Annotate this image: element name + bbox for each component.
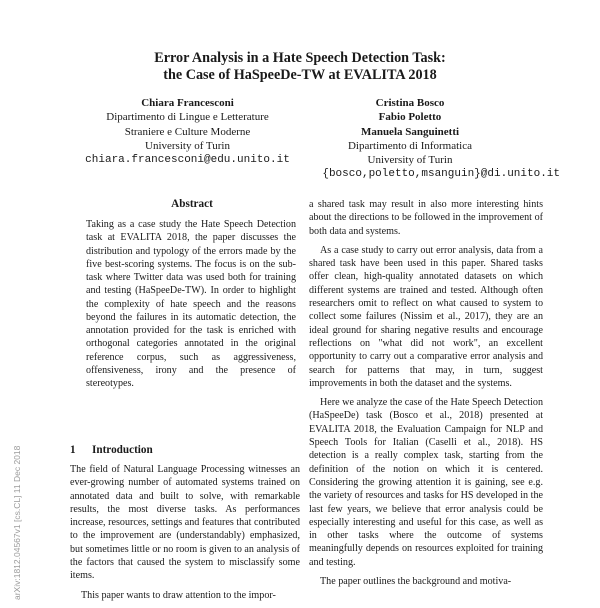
- arxiv-identifier: arXiv:1812.04567v1 [cs.CL] 11 Dec 2018: [12, 445, 22, 600]
- author-name: Manuela Sanguinetti: [360, 125, 460, 138]
- abstract-heading: Abstract: [171, 198, 213, 210]
- author-affiliation: Straniere e Culture Moderne: [124, 125, 251, 138]
- title-line-1: Error Analysis in a Hate Speech Detection Task:: [154, 50, 446, 66]
- section-heading: [70, 444, 300, 456]
- section-title: Introduction: [92, 444, 153, 456]
- author-name: Cristina Bosco: [375, 97, 445, 109]
- paragraph: The paper outlines the background and motiva-: [320, 576, 512, 588]
- author-institution: University of Turin: [367, 154, 453, 167]
- author-institution: University of Turin: [145, 139, 230, 152]
- paper-title: [100, 50, 500, 84]
- paragraph: Here we analyze the case of the Hate Speech Detection (HaSpeeDe) task (Bosco et al., 2018) presented at EVALITA 2018, the Evaluation Campaign for NLP and Speech Tools for Italian (Caselli et al., 2018). HS detection is a really complex task, starting from the definition of the notion on which it is centered. Considering the growing attention it is gaining, see e.g. the variety of resources and tasks for HS developed in the last few years, we believe that error analysis could be especially interesting and useful for this case, as well as in other tasks where the outcome of systems meaningfully depends on resources exploited for training and testing.: [309, 397, 543, 568]
- right-column: [309, 198, 543, 594]
- abstract-text: Taking as a case study the Hate Speech Detection task at EVALITA 2018, the paper discusses the distribution and typology of the errors made by the five best-scoring systems. The focus is on the sub-task where Twitter data was used both for training and testing (HaSpeeDe-TW). In order to highlight the complexity of hate speech and the reasons beyond the failures in its automatic detection, the annotation provided for the task is enriched with orthogonal categories annotated in the original reference corpus, such as aggressiveness, offensiveness, irony and the presence of stereotypes.: [86, 219, 296, 389]
- paragraph: a shared task may result in also more interesting hints about the directions to be followed in the improvement of both data and systems.: [309, 199, 543, 237]
- left-column: [70, 463, 300, 608]
- paragraph: The field of Natural Language Processing witnesses an ever-growing number of automated systems trained on annotated data and built to solve, with remarkable results, the most diverse tasks. As performances increase, resources, settings and features that contributed to the improvement are (understandably) emphasized, but sometimes little or no room is given to an analysis of the factors that caused the system to misclassify some items.: [70, 464, 300, 582]
- author-block-right: [300, 96, 520, 167]
- section-number: 1: [70, 444, 76, 456]
- author-name: Chiara Francesconi: [141, 97, 234, 109]
- author-affiliation: Dipartimento di Lingue e Letterature: [106, 111, 269, 124]
- author-block-left: [70, 96, 305, 167]
- arxiv-side-stamp: [0, 430, 22, 600]
- author-email: chiara.francesconi@edu.unito.it: [85, 154, 290, 167]
- author-email-group: {bosco,poletto,msanguin}@di.unito.it: [322, 168, 560, 180]
- title-line-2: the Case of HaSpeeDe-TW at EVALITA 2018: [163, 67, 437, 83]
- author-affiliation: Dipartimento di Informatica: [347, 139, 472, 152]
- author-name: Fabio Poletto: [378, 111, 442, 124]
- paragraph: As a case study to carry out error analysis, data from a shared task have been used in this paper. Shared tasks offer clean, high-quality annotated datasets on which different systems are trained and tested. Although often researchers omit to reflect on what caused to system to collect some failures (Nissim et al., 2017), they are an ideal ground for sharing negative results and encourage reflections on "what did not work", an excellent opportunity to carry out a comparative error analysis and search for patterns that may, in turn, suggest improvements in both the dataset and the systems.: [309, 244, 543, 389]
- paragraph: This paper wants to draw attention to the impor-: [81, 589, 276, 601]
